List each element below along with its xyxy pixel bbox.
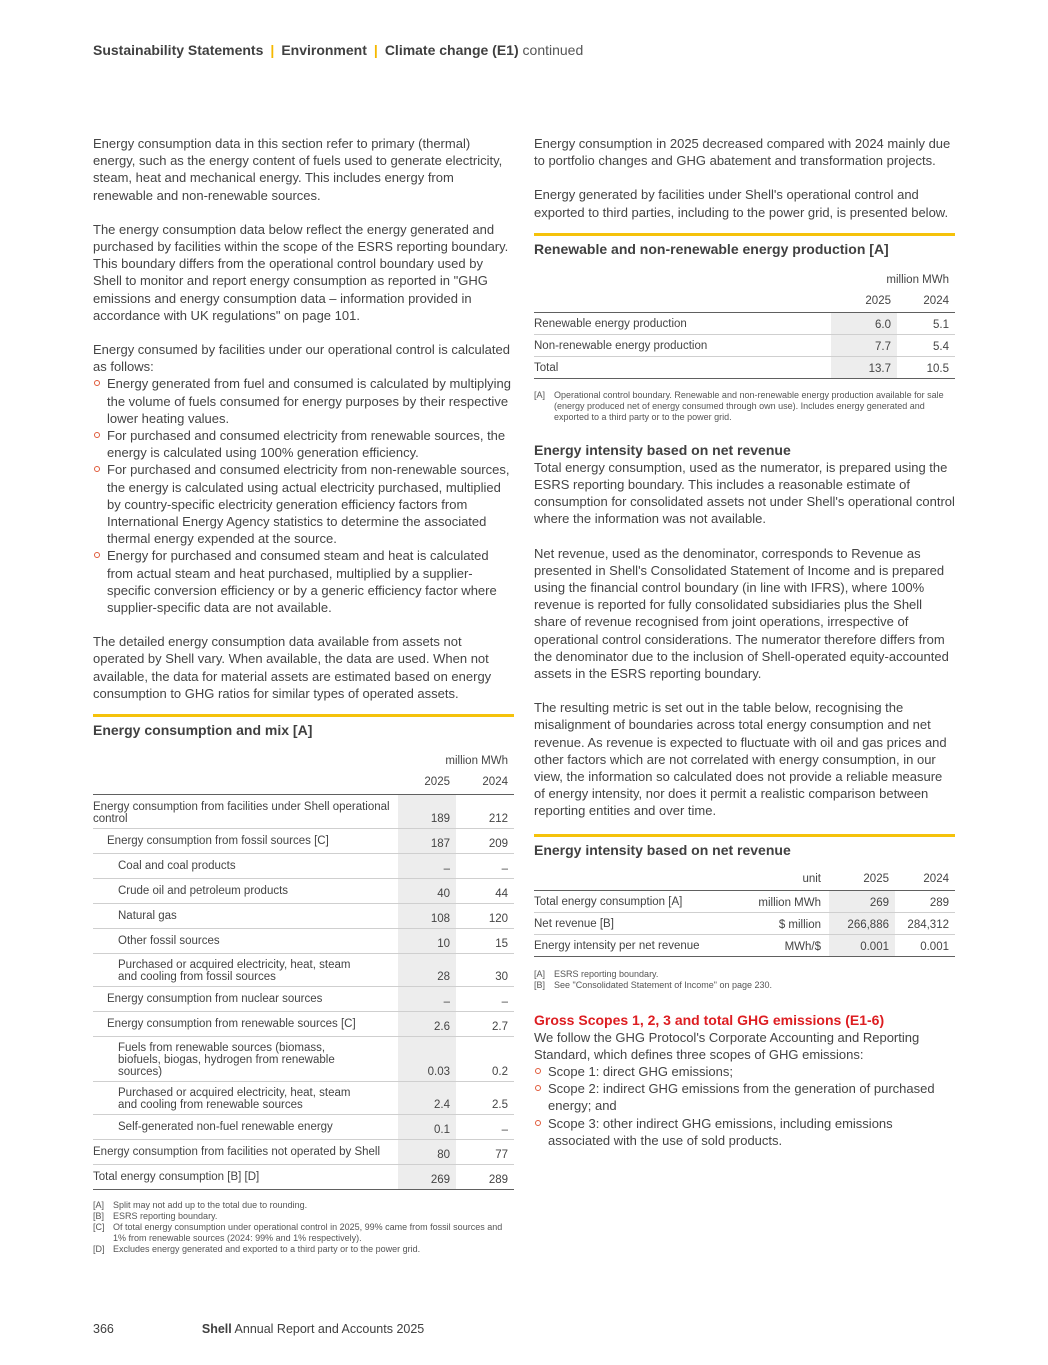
table-row: Energy consumption from renewable sources [C] 2.6 2.7 (93, 1012, 514, 1037)
intensity-heading: Energy intensity based on net revenue (534, 441, 791, 458)
table-row: Non-renewable energy production 7.7 5.4 (534, 334, 955, 356)
production-table (534, 271, 955, 379)
list-item: For purchased and consumed electricity from renewable sources, the energy is calculated using 100% generation efficiency. (93, 427, 514, 461)
mix-table-notes (93, 1200, 514, 1255)
table-row: Renewable energy production 6.0 5.1 (534, 312, 955, 334)
year-header: 2025 (863, 872, 889, 885)
year-header: 2024 (923, 294, 949, 307)
table-row-total: Total 13.7 10.5 (534, 356, 955, 378)
year-header: 2024 (482, 776, 508, 789)
table-row: Purchased or acquired electricity, heat, steam and cooling from renewable sources 2.4 2.5 (93, 1082, 514, 1115)
paragraph: Total energy consumption, used as the numerator, is prepared using the ESRS reporting boundary. This includes a reasonable estimate of consumption for consolidated assets not under Shell's operational control where the information was not available. (534, 459, 955, 527)
table-row: Energy consumption from nuclear sources – – (93, 987, 514, 1012)
list-item: Scope 1: direct GHG emissions; (534, 1063, 955, 1080)
ghg-heading: Gross Scopes 1, 2, 3 and total GHG emissions (E1-6) (534, 1011, 885, 1028)
intensity-table (534, 870, 955, 957)
paragraph: Energy consumed by facilities under our operational control is calculated as follows: (93, 342, 510, 375)
footnote: [B] ESRS reporting boundary. (93, 1211, 218, 1222)
table-row: Fuels from renewable sources (biomass, biofuels, biogas, hydrogen from renewable sources) 0.03 0.2 (93, 1037, 514, 1082)
footnote: [A] ESRS reporting boundary. (534, 968, 659, 979)
table-row: Other fossil sources 10 15 (93, 929, 514, 954)
list-item: Scope 2: indirect GHG emissions from the generation of purchased energy; and (534, 1080, 955, 1114)
page-header: Sustainability Statements | Environment | Climate change (E1) continued (93, 42, 584, 58)
footnote: [B] See "Consolidated Statement of Income" on page 230. (534, 979, 773, 990)
production-table-notes (534, 390, 955, 423)
footnote: [D] Excludes energy generated and exported to a third party or to the power grid. (93, 1244, 421, 1255)
paragraph: Energy consumption in 2025 decreased compared with 2024 mainly due to portfolio changes and GHG abatement and transformation projects. (534, 136, 951, 169)
year-header: 2025 (424, 776, 450, 789)
table-row: Total energy consumption [A] million MWh 269 289 (534, 890, 955, 912)
list-item: Energy generated from fuel and consumed is calculated by multiplying the volume of fuels consumed for energy purposes by their respective lower heating values. (93, 375, 514, 427)
header-section: Sustainability Statements (93, 42, 264, 58)
page-number: 366 (93, 1322, 114, 1336)
paragraph: Energy consumption data in this section refer to primary (thermal) energy, such as the energy content of fuels used to generate electricity, steam, heat and mechanical energy. This includes energy from renewable and non-renewable sources. (93, 136, 503, 203)
header-continued: continued (522, 42, 584, 58)
year-header: 2024 (923, 872, 949, 885)
scopes-list (534, 1063, 955, 1149)
list-item: For purchased and consumed electricity from non-renewable sources, the energy is calculated using actual electricity purchased, multiplied by country-specific electricity generation efficiency factors from International Energy Agency statistics to determine the associated thermal energy expended at the source. (93, 461, 514, 547)
unit-label: million MWh (886, 273, 949, 286)
table-row: Energy intensity per net revenue MWh/$ 0.001 0.001 (534, 934, 955, 956)
table-row: Natural gas 108 120 (93, 904, 514, 929)
unit-label: million MWh (445, 755, 508, 768)
table-row: Energy consumption from facilities under Shell operational control 189 212 (93, 795, 514, 829)
paragraph: The detailed energy consumption data available from assets not operated by Shell vary. When available, the data are used. When not available, the data for material assets are estimated based on energy consumption to GHG ratios for similar types of operated assets. (93, 634, 492, 701)
footnote: [A] Split may not add up to the total due to rounding. (93, 1200, 308, 1211)
year-header: 2025 (865, 294, 891, 307)
header-subsection: Environment (281, 42, 367, 58)
footnote: [C] Of total energy consumption under operational control in 2025, 99% came from fossil sources and 1% from renewable sources (2024: 99% and 1% respectively). (93, 1222, 503, 1244)
page-footer (93, 1322, 424, 1336)
left-column (93, 135, 514, 1255)
mix-table-title: Energy consumption and mix [A] (93, 714, 514, 738)
table-row: Coal and coal products – – (93, 854, 514, 879)
paragraph: Net revenue, used as the denominator, corresponds to Revenue as presented in Shell's Consolidated Statement of Income and is prepared using the financial control boundary (in line with IFRS), where 100% revenue is reported for fully consolidated subsidiaries plus the Shell share of revenue recognised from joint operations, irrespective of operational control considerations. The numerator therefore differs from the denominator due to the inclusion of Shell-operated equity-accounted assets in the ESRS reporting boundary. (534, 545, 949, 682)
intensity-table-title: Energy intensity based on net revenue (534, 834, 955, 858)
header-topic: Climate change (E1) (384, 42, 519, 58)
table-row: Purchased or acquired electricity, heat, steam and cooling from fossil sources 28 30 (93, 954, 514, 987)
paragraph: The resulting metric is set out in the table below, recognising the misalignment of boundaries across total energy consumption and net revenue. As revenue is expected to fluctuate with oil and gas prices and other factors which are not correlated with energy consumption, in our view, the information so calculated does not provide a reliable measure of energy intensity, nor does it permit a realistic comparison between reporting entities and over time. (534, 700, 947, 819)
mix-table (93, 752, 514, 1190)
paragraph: The energy consumption data below reflect the energy generated and purchased by facilities within the scope of the ESRS reporting boundary. This boundary differs from the operational control boundary used by Shell to monitor and report energy consumption as reported in "GHG emissions and energy consumption data – information provided in accordance with UK regulations" on page 101. (93, 221, 509, 323)
table-row-total: Total energy consumption [B] [D] 269 289 (93, 1165, 514, 1190)
table-row: Self-generated non-fuel renewable energy 0.1 – (93, 1115, 514, 1140)
table-row: Energy consumption from facilities not operated by Shell 80 77 (93, 1140, 514, 1165)
paragraph: We follow the GHG Protocol's Corporate Accounting and Reporting Standard, which defines three scopes of GHG emissions: (534, 1029, 920, 1062)
calculation-list (93, 375, 514, 616)
unit-header: unit (802, 872, 821, 885)
right-column (534, 135, 955, 1166)
brand-name: Shell (201, 1322, 232, 1336)
table-row: Net revenue [B] $ million 266,886 284,312 (534, 912, 955, 934)
list-item: Energy for purchased and consumed steam and heat is calculated from actual steam and heat purchased, multiplied by a supplier-specific conversion efficiency or by a generic efficiency factor where supplier-specific data are not available. (93, 547, 514, 616)
footnote: [A] Operational control boundary. Renewable and non-renewable energy production available for sale (energy produced net of energy consumed through own use). Includes energy generated and exported to a third party or to the power grid. (534, 389, 944, 422)
table-row: Crude oil and petroleum products 40 44 (93, 879, 514, 904)
table-row: Energy consumption from fossil sources [C] 187 209 (93, 829, 514, 854)
production-table-title: Renewable and non-renewable energy production [A] (534, 233, 955, 257)
report-title: Annual Report and Accounts 2025 (234, 1322, 425, 1336)
list-item: Scope 3: other indirect GHG emissions, including emissions associated with the use of sold products. (534, 1115, 955, 1149)
paragraph: Energy generated by facilities under Shell's operational control and exported to third parties, including to the power grid, is presented below. (534, 187, 949, 220)
intensity-table-notes (534, 969, 955, 991)
